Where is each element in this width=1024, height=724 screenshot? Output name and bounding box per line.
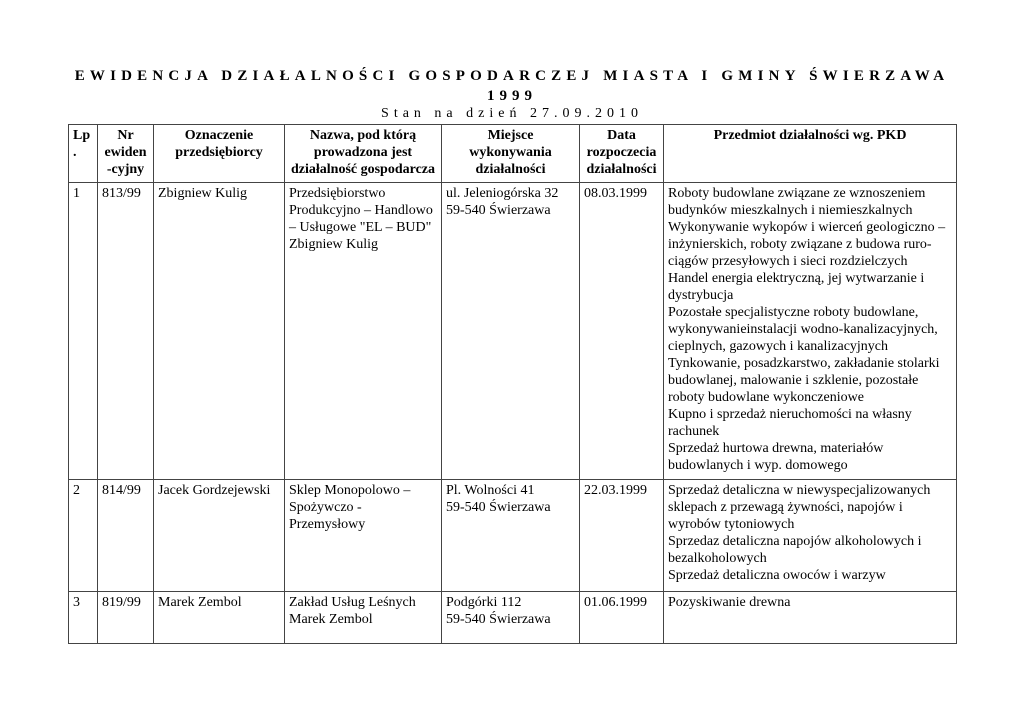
cell-data: 08.03.1999 <box>580 183 664 480</box>
cell-nazwa: Zakład Usług Leśnych Marek Zembol <box>285 592 442 644</box>
cell-miejsce: ul. Jeleniogórska 32 59-540 Świerzawa <box>442 183 580 480</box>
cell-przedmiot: Pozyskiwanie drewna <box>664 592 957 644</box>
cell-przedmiot: Roboty budowlane związane ze wznoszeniem budynków mieszkalnych i niemieszkalnych Wykonywanie wykopów i wierceń geologiczno – inżynierskich, roboty związane z budowa rurociągów przesyłowych i sieci rozdzielczych Handel energia elektryczną, jej wytwarzanie i dystrybucja Pozostałe specjalistyczne roboty budowlane, wykonywanieinstalacji wodno-kanalizacyjnych, cieplnych, gazowych i kanalizacyjnych Tynkowanie, posadzkarstwo, zakładanie stolarki budowlanej, malowanie i szklenie, pozostałe roboty budowlane wykonczeniowe Kupno i sprzedaż nieruchomości na własny rachunek Sprzedaż hurtowa drewna, materiałów budowlanych i wyp. domowego <box>664 183 957 480</box>
cell-data: 22.03.1999 <box>580 480 664 592</box>
header-lp: Lp. <box>69 125 98 183</box>
cell-miejsce: Podgórki 112 59-540 Świerzawa <box>442 592 580 644</box>
document-title: EWIDENCJA DZIAŁALNOŚCI GOSPODARCZEJ MIASTA I GMINY ŚWIERZAWA <box>74 68 950 84</box>
cell-lp: 3 <box>69 592 98 644</box>
document-year: 1999 <box>487 88 537 104</box>
register-table <box>68 124 957 644</box>
table-row <box>69 480 957 592</box>
header-oznaczenie: Oznaczenie przedsiębiorcy <box>154 125 285 183</box>
cell-nr: 814/99 <box>98 480 154 592</box>
cell-data: 01.06.1999 <box>580 592 664 644</box>
header-data: Data rozpoczecia działalności <box>580 125 664 183</box>
table-row <box>69 592 957 644</box>
header-miejsce: Miejsce wykonywania działalności <box>442 125 580 183</box>
cell-nr: 813/99 <box>98 183 154 480</box>
header-nazwa: Nazwa, pod którą prowadzona jest działalność gospodarcza <box>285 125 442 183</box>
cell-lp: 1 <box>69 183 98 480</box>
cell-miejsce: Pl. Wolności 41 59-540 Świerzawa <box>442 480 580 592</box>
cell-przedmiot: Sprzedaż detaliczna w niewyspecjalizowanych sklepach z przewagą żywności, napojów i wyrobów tytoniowych Sprzedaz detaliczna napojów alkoholowych i bezalkoholowych Sprzedaż detaliczna owoców i warzyw <box>664 480 957 592</box>
cell-nazwa: Sklep Monopolowo – Spożywczo - Przemysłowy <box>285 480 442 592</box>
cell-lp: 2 <box>69 480 98 592</box>
cell-nazwa: Przedsiębiorstwo Produkcyjno – Handlowo – Usługowe "EL – BUD" Zbigniew Kulig <box>285 183 442 480</box>
cell-oznaczenie: Marek Zembol <box>154 592 285 644</box>
status-date: Stan na dzień 27.09.2010 <box>381 106 643 121</box>
header-nr: Nr ewiden -cyjny <box>98 125 154 183</box>
header-przedmiot: Przedmiot działalności wg. PKD <box>664 125 957 183</box>
header-row <box>69 125 957 183</box>
cell-nr: 819/99 <box>98 592 154 644</box>
cell-oznaczenie: Jacek Gordzejewski <box>154 480 285 592</box>
cell-oznaczenie: Zbigniew Kulig <box>154 183 285 480</box>
table-row <box>69 183 957 480</box>
